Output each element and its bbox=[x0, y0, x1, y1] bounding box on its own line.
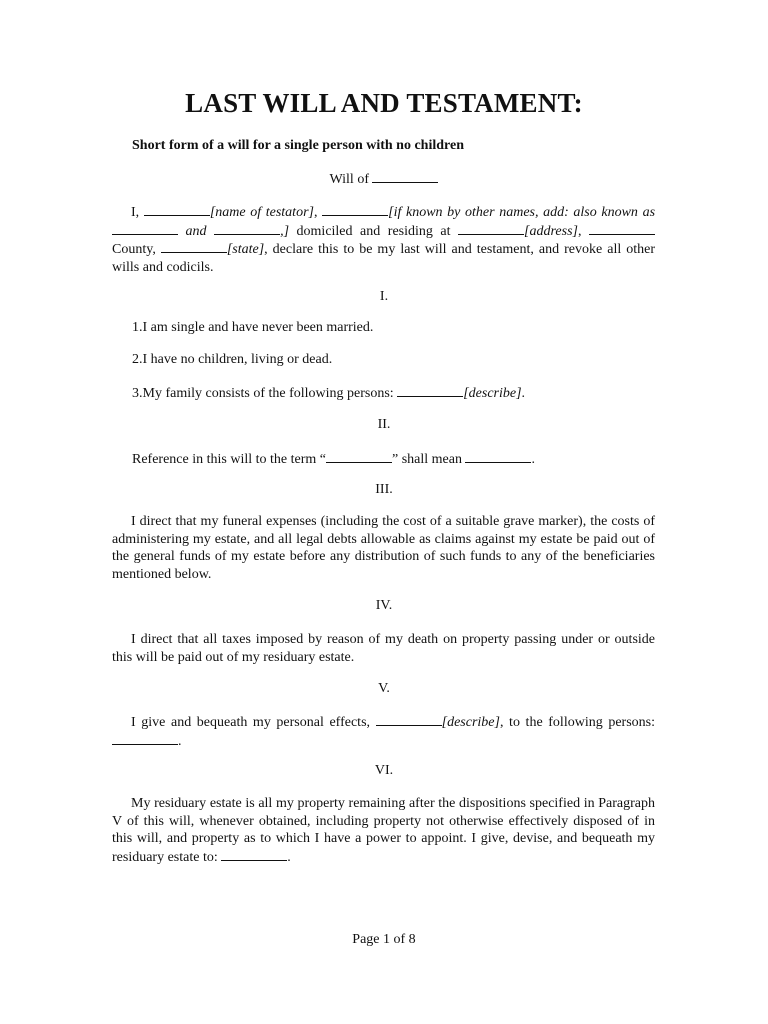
will-of-line bbox=[0, 170, 768, 188]
section-heading-4: IV. bbox=[375, 598, 393, 613]
section-1-item-1: 1.I am single and have never been married. bbox=[132, 320, 374, 335]
residuary-text: My residuary estate is all my property remaining after the dispositions specified in Paragraph V of this will, whenever obtained, including property not otherwise effectively disposed of in this will, and property as to which I have a power to appoint. I give, devise, and bequeath my residuary estate to: bbox=[112, 796, 655, 865]
county-label: County, bbox=[112, 242, 161, 257]
residuary-blank bbox=[221, 848, 287, 861]
intro-comma-1: , bbox=[313, 205, 318, 220]
name-of-testator-hint: [name of testator] bbox=[209, 205, 314, 220]
will-of-label: Will of bbox=[329, 172, 369, 187]
intro-paragraph bbox=[112, 203, 655, 276]
state-blank bbox=[161, 240, 227, 253]
section-1-item-3 bbox=[132, 384, 525, 402]
intro-comma-2: , bbox=[577, 223, 582, 239]
term-text-2: ” shall mean bbox=[392, 452, 466, 467]
effects-hint: [describe] bbox=[441, 715, 500, 730]
term-text-1: Reference in this will to the term “ bbox=[132, 452, 326, 467]
page-number: Page 1 of 8 bbox=[352, 932, 416, 947]
address-hint: [address] bbox=[524, 223, 578, 239]
section-6-text bbox=[112, 795, 655, 866]
persons-blank bbox=[112, 732, 178, 745]
aka-blank-1 bbox=[112, 222, 178, 235]
meaning-blank bbox=[465, 450, 531, 463]
document-title: LAST WILL AND TESTAMENT: bbox=[185, 88, 583, 118]
section-heading-5: V. bbox=[378, 681, 390, 696]
residuary-end: . bbox=[287, 849, 291, 865]
section-2-text bbox=[132, 450, 535, 468]
section-heading-3: III. bbox=[375, 482, 393, 497]
aka-close: ,] bbox=[280, 223, 290, 239]
testator-name-blank bbox=[372, 170, 438, 183]
state-hint: [state] bbox=[226, 242, 265, 257]
aka-blank-2 bbox=[214, 222, 280, 235]
bequeath-text-1: I give and bequeath my personal effects, bbox=[131, 715, 376, 730]
county-blank bbox=[589, 222, 655, 235]
aka-and: and bbox=[185, 223, 207, 239]
section-1-item-2: 2.I have no children, living or dead. bbox=[132, 352, 333, 367]
name-blank bbox=[144, 203, 210, 216]
intro-text-1: I, bbox=[131, 205, 140, 220]
item-3-text: 3.My family consists of the following persons: bbox=[132, 386, 398, 401]
intro-text-2: domiciled and residing at bbox=[289, 223, 459, 239]
term-blank bbox=[326, 450, 392, 463]
family-blank bbox=[397, 384, 463, 397]
other-names-hint: [if known by other names, add: also known as bbox=[388, 205, 656, 220]
effects-blank bbox=[376, 713, 442, 726]
address-blank bbox=[458, 222, 524, 235]
section-heading-2: II. bbox=[377, 417, 391, 432]
section-3-text: I direct that my funeral expenses (including the cost of a suitable grave marker), the costs of administering my estate, and all legal debts allowable as claims against my estate be paid out of the general funds of my estate before any distribution of such funds to any of the beneficiaries mentioned below. bbox=[112, 514, 655, 582]
describe-hint: [describe] bbox=[463, 386, 522, 401]
bequeath-text-2: , to the following persons: bbox=[499, 715, 655, 730]
item-3-end: . bbox=[521, 386, 526, 401]
section-5-text bbox=[112, 713, 655, 750]
intro-text-3: , declare this to be my last will and testament, and revoke all other wills and codicils. bbox=[112, 242, 655, 275]
section-heading-1: I. bbox=[379, 289, 389, 304]
bequeath-text-3: . bbox=[178, 733, 182, 749]
document-subtitle: Short form of a will for a single person with no children bbox=[132, 138, 464, 153]
section-4-text: I direct that all taxes imposed by reason of my death on property passing under or outside this will be paid out of my residuary estate. bbox=[112, 632, 655, 665]
term-text-3: . bbox=[531, 452, 535, 467]
other-names-blank bbox=[322, 203, 388, 216]
section-heading-6: VI. bbox=[374, 763, 394, 778]
